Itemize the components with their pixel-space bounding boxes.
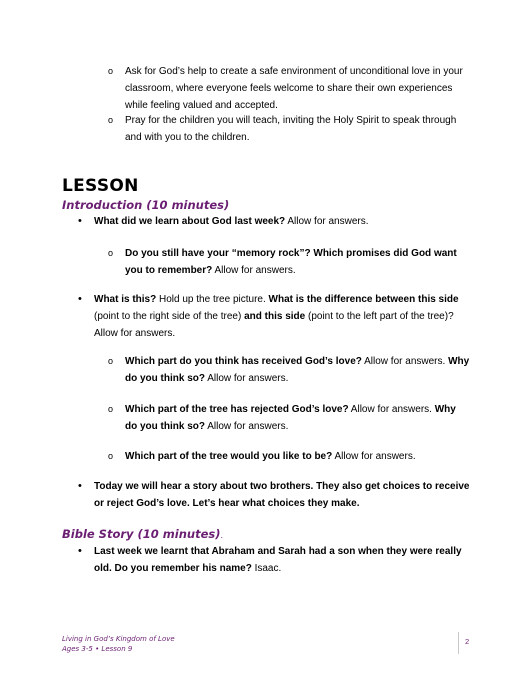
sub-bullet-marker: o xyxy=(108,451,114,461)
bullet-marker: • xyxy=(78,545,82,557)
introduction-heading: Introduction (10 minutes) xyxy=(62,198,230,212)
bible-story-item-1: Last week we learnt that Abraham and Sarah had a son when they were really old. Do you remember his name? Isaac. xyxy=(94,546,462,574)
intro-list-item-1: Ask for God’s help to create a safe environment of unconditional love in your classroom, where everyone feels welcome to share their own experiences while feeling valued and accepted. xyxy=(125,66,463,111)
intro-question-2: What is this? Hold up the tree picture. What is the difference between this side (point to the right side of the tree) and this side (point to the left part of the tree)? Allow for answers. xyxy=(94,294,459,339)
bullet-marker: • xyxy=(78,215,82,227)
bullet-marker: • xyxy=(78,480,82,492)
sub-bullet-marker: o xyxy=(108,248,114,258)
sub-bullet-marker: o xyxy=(108,356,114,366)
sub-bullet-marker: o xyxy=(108,404,114,414)
intro-question-2b: Which part of the tree has rejected God’s love? Allow for answers. Why do you think so? Allow for answers. xyxy=(125,404,456,432)
intro-statement-3: Today we will hear a story about two brothers. They also get choices to receive or reject God’s love. Let’s hear what choices they make. xyxy=(94,481,470,509)
page-number: 2 xyxy=(465,637,470,646)
intro-question-1a: Do you still have your “memory rock”? Which promises did God want you to remember? Allow for answers. xyxy=(125,248,457,276)
sub-bullet-marker: o xyxy=(108,115,114,125)
lesson-heading: LESSON xyxy=(62,176,139,196)
bullet-marker: • xyxy=(78,293,82,305)
intro-question-2a: Which part do you think has received God’s love? Allow for answers. Why do you think so? Allow for answers. xyxy=(125,356,470,384)
intro-list-item-2: Pray for the children you will teach, inviting the Holy Spirit to speak through and with you to the children. xyxy=(125,115,457,143)
sub-bullet-marker: o xyxy=(108,66,114,76)
footer-info xyxy=(62,634,175,654)
intro-question-2c: Which part of the tree would you like to be? Allow for answers. xyxy=(125,451,416,462)
footer-subtitle: Ages 3-5 • Lesson 9 xyxy=(62,645,133,653)
bible-story-heading: Bible Story (10 minutes). xyxy=(62,527,224,541)
footer-divider xyxy=(458,632,459,654)
footer-title: Living in God’s Kingdom of Love xyxy=(62,635,175,643)
intro-question-1: What did we learn about God last week? Allow for answers. xyxy=(94,216,369,227)
